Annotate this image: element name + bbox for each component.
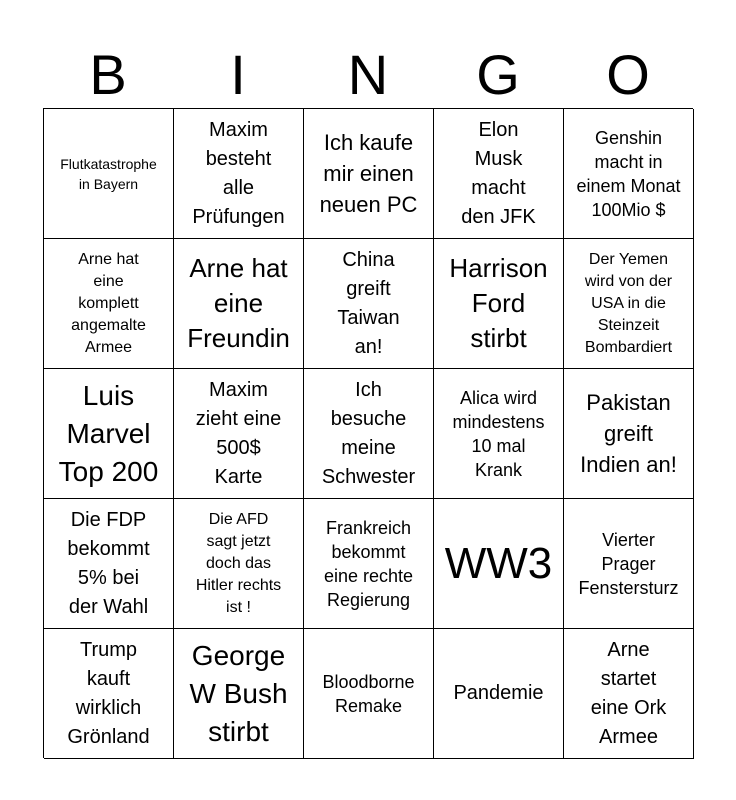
bingo-cell-r2-c4[interactable] [434, 239, 564, 369]
bingo-cell-r1-c2[interactable] [174, 109, 304, 239]
bingo-cell-r5-c2[interactable] [174, 629, 304, 759]
bingo-header [43, 42, 693, 108]
bingo-cell-text: Der Yemen wird von der USA in die Steinzeit Bombardiert [584, 250, 673, 356]
bingo-cell-r3-c5[interactable] [564, 369, 694, 499]
bingo-cell-text: Bloodborne Remake [322, 671, 415, 716]
bingo-cell-text: Arne startet eine Ork Armee [590, 638, 667, 748]
bingo-cell-r1-c5[interactable] [564, 109, 694, 239]
bingo-cell-r3-c4[interactable] [434, 369, 564, 499]
bingo-cell-r5-c3[interactable] [304, 629, 434, 759]
bingo-cell-text: Luis Marvel Top 200 [58, 379, 159, 487]
bingo-cell-text: Alica wird mindestens 10 mal Krank [452, 387, 545, 480]
bingo-cell-text: Die AFD sagt jetzt doch das Hitler rechts ist ! [195, 510, 282, 616]
bingo-cell-r5-c1[interactable] [44, 629, 174, 759]
bingo-cell-text: Flutkatastrophe in Bayern [60, 155, 157, 192]
bingo-cell-r5-c4[interactable] [434, 629, 564, 759]
bingo-cell-r2-c2[interactable] [174, 239, 304, 369]
bingo-cell-r2-c1[interactable] [44, 239, 174, 369]
bingo-cell-text: WW3 [444, 538, 553, 588]
bingo-cell-text: China greift Taiwan an! [337, 248, 400, 358]
bingo-cell-r4-c3[interactable] [304, 499, 434, 629]
bingo-cell-r1-c3[interactable] [304, 109, 434, 239]
bingo-cell-r2-c5[interactable] [564, 239, 694, 369]
bingo-cell-text: Trump kauft wirklich Grönland [67, 638, 150, 748]
header-letter-b: B [89, 43, 127, 106]
bingo-cell-text: George W Bush stirbt [189, 639, 288, 747]
bingo-cell-r4-c4[interactable] [434, 499, 564, 629]
bingo-cell-r4-c5[interactable] [564, 499, 694, 629]
bingo-card-grid [43, 108, 693, 758]
bingo-cell-text: Maxim zieht eine 500$ Karte [195, 378, 282, 488]
bingo-cell-text: Pandemie [453, 682, 544, 704]
bingo-cell-text: Genshin macht in einem Monat 100Mio $ [576, 127, 681, 220]
bingo-cell-r1-c4[interactable] [434, 109, 564, 239]
bingo-cell-r3-c3[interactable] [304, 369, 434, 499]
bingo-cell-r3-c2[interactable] [174, 369, 304, 499]
bingo-cell-text: Maxim besteht alle Prüfungen [192, 118, 285, 228]
header-letter-g: G [476, 43, 520, 106]
bingo-cell-r5-c5[interactable] [564, 629, 694, 759]
bingo-cell-text: Ich besuche meine Schwester [321, 378, 416, 488]
bingo-cell-text: Elon Musk macht den JFK [461, 118, 536, 228]
bingo-cell-text: Arne hat eine komplett angemalte Armee [71, 250, 146, 356]
bingo-cell-r2-c3[interactable] [304, 239, 434, 369]
header-letter-n: N [347, 43, 389, 106]
bingo-cell-text: Pakistan greift Indien an! [580, 390, 677, 477]
bingo-cell-text: Ich kaufe mir einen neuen PC [319, 130, 418, 217]
header-letter-o: O [606, 43, 650, 106]
bingo-cell-r1-c1[interactable] [44, 109, 174, 239]
bingo-cell-text: Frankreich bekommt eine rechte Regierung [323, 517, 414, 610]
bingo-cell-r3-c1[interactable] [44, 369, 174, 499]
bingo-cell-r4-c2[interactable] [174, 499, 304, 629]
bingo-cell-r4-c1[interactable] [44, 499, 174, 629]
bingo-cell-text: Harrison Ford stirbt [449, 253, 548, 353]
bingo-cell-text: Arne hat eine Freundin [187, 253, 290, 353]
bingo-cell-text: Vierter Prager Fenstersturz [578, 529, 679, 598]
header-letter-i: I [230, 43, 246, 106]
bingo-cell-text: Die FDP bekommt 5% bei der Wahl [67, 508, 150, 618]
